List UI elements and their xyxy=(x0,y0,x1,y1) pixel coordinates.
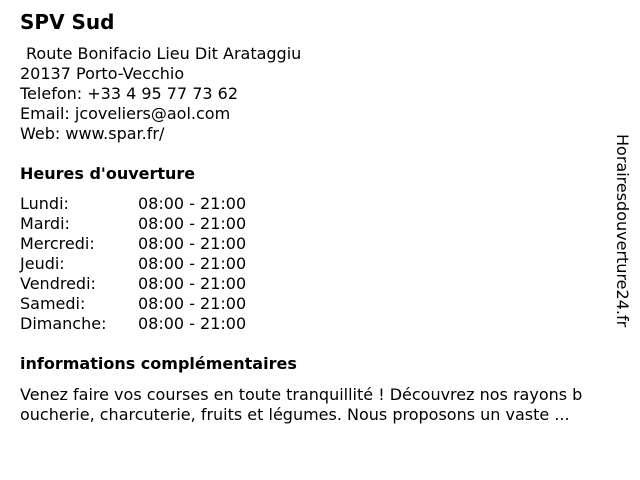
phone-line: Telefon: +33 4 95 77 73 62 xyxy=(20,84,239,103)
day-label: Dimanche: xyxy=(20,314,107,333)
hours-row-saturday xyxy=(20,294,280,314)
time-range: 08:00 - 21:00 xyxy=(138,274,247,293)
hours-row-monday xyxy=(20,194,280,214)
hours-row-friday xyxy=(20,274,280,294)
hours-row-wednesday xyxy=(20,234,280,254)
description-line: Venez faire vos courses en toute tranquillité ! Découvrez nos rayons b xyxy=(20,385,583,404)
contact-block xyxy=(20,44,301,144)
day-label: Mercredi: xyxy=(20,234,95,253)
hours-row-sunday xyxy=(20,314,280,334)
address-street: Route Bonifacio Lieu Dit Arataggiu xyxy=(26,44,302,63)
email-line: Email: jcoveliers@aol.com xyxy=(20,104,231,123)
day-label: Jeudi: xyxy=(20,254,65,273)
store-description xyxy=(20,385,630,425)
address-city: 20137 Porto-Vecchio xyxy=(20,64,185,83)
time-range: 08:00 - 21:00 xyxy=(138,314,247,333)
time-range: 08:00 - 21:00 xyxy=(138,194,247,213)
time-range: 08:00 - 21:00 xyxy=(138,254,247,273)
hours-row-tuesday xyxy=(20,214,280,234)
hours-row-thursday xyxy=(20,254,280,274)
day-label: Mardi: xyxy=(20,214,70,233)
day-label: Samedi: xyxy=(20,294,86,313)
site-watermark: Horairesdouverture24.fr xyxy=(613,134,632,328)
opening-hours-heading: Heures d'ouverture xyxy=(20,164,196,183)
time-range: 08:00 - 21:00 xyxy=(138,294,247,313)
web-line: Web: www.spar.fr/ xyxy=(20,124,165,143)
store-name: SPV Sud xyxy=(20,10,115,34)
opening-hours-table xyxy=(20,194,280,334)
time-range: 08:00 - 21:00 xyxy=(138,234,247,253)
day-label: Vendredi: xyxy=(20,274,96,293)
time-range: 08:00 - 21:00 xyxy=(138,214,247,233)
day-label: Lundi: xyxy=(20,194,69,213)
additional-info-heading: informations complémentaires xyxy=(20,354,297,373)
description-line: oucherie, charcuterie, fruits et légumes. Nous proposons un vaste ... xyxy=(20,405,570,424)
